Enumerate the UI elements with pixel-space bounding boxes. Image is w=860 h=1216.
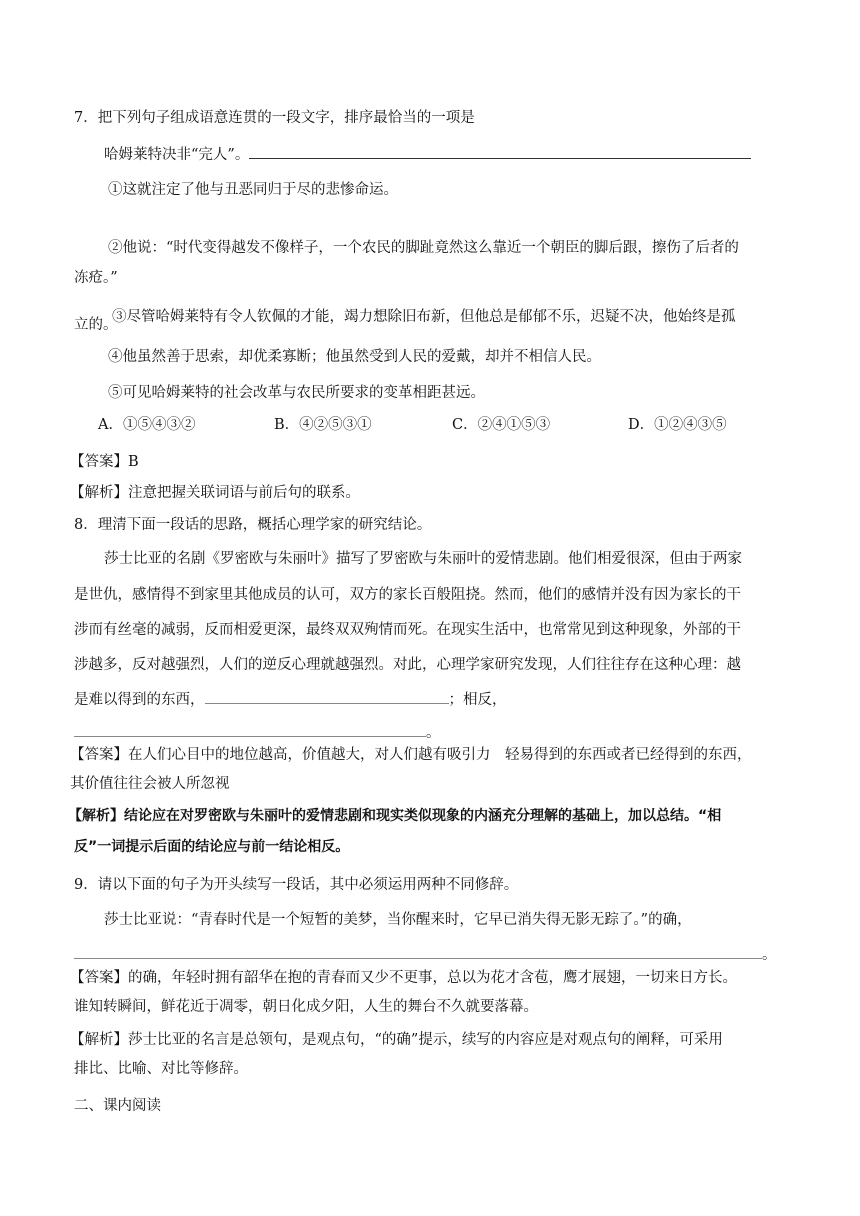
q8-stem: 8．理清下面一段话的思路，概括心理学家的研究结论。 xyxy=(74,517,432,533)
q7-stem: 7．把下列句子组成语意连贯的一段文字，排序最恰当的一项是 xyxy=(74,110,475,126)
q8-answer-a: 【答案】在人们心目中的地位越高，价值越大，对人们越有吸引力 轻易得到的东西或者已经得到的东西， xyxy=(70,747,752,763)
q7-analysis: 【解析】注意把握关联词语与前后句的联系。 xyxy=(70,485,360,501)
q7-sentence-1: ①这就注定了他与丑恶同归于尽的悲惨命运。 xyxy=(108,182,398,198)
q8-analysis-a: 【解析】结论应在对罗密欧与朱丽叶的爱情悲剧和现实类似现象的内涵充分理解的基础上，加以总结。“相 xyxy=(68,808,722,824)
q7-sentence-5: ⑤可见哈姆莱特的社会改革与农民所要求的变革相距甚远。 xyxy=(108,385,485,401)
q7-sentence-2a: ②他说：“时代变得越发不像样子，一个农民的脚趾竟然这么靠近一个朝臣的脚后跟，擦伤了后者的 xyxy=(108,240,739,256)
q8-para-line-6 xyxy=(74,722,441,743)
q8-para-line-3: 涉而有丝毫的减弱，反而相爱更深，最终双双殉情而死。在现实生活中，也常常见到这种现象，外部的干 xyxy=(74,622,741,638)
q9-analysis-b: 排比、比喻、对比等修辞。 xyxy=(74,1061,248,1077)
q8-para-line-1: 莎士比亚的名剧《罗密欧与朱丽叶》描写了罗密欧与朱丽叶的爱情悲剧。他们相爱很深，但由于两家 xyxy=(104,551,742,567)
q9-para-line-2 xyxy=(74,944,777,965)
q9-para-line-2-end: 。 xyxy=(762,947,777,963)
q7-option-a: A．①⑤④③② xyxy=(98,417,196,433)
q7-blank xyxy=(249,144,751,159)
q7-option-b: B．④②⑤③① xyxy=(274,417,372,433)
section-heading: 二、课内阅读 xyxy=(74,1098,161,1114)
q8-para-line-5-start: 是难以得到的东西， xyxy=(74,692,205,708)
q9-para-line-1: 莎士比亚说：“青春时代是一个短暂的美梦，当你醒来时，它早已消失得无影无踪了。”的确， xyxy=(104,912,692,928)
q9-answer-a: 【答案】的确，年轻时拥有韶华在抱的青春而又少不更事，总以为花才含苞，鹰才展翅，一切来日方长。 xyxy=(70,970,737,986)
q9-answer-b: 谁知转瞬间，鲜花近于凋零，朝日化成夕阳，人生的舞台不久就要落幕。 xyxy=(74,999,538,1015)
q7-option-c: C．②④①⑤③ xyxy=(452,417,551,433)
q7-answer: 【答案】B xyxy=(70,454,139,470)
q8-blank-2 xyxy=(74,722,426,737)
q7-sentence-3a: ③尽管哈姆莱特有令人钦佩的才能，竭力想除旧布新，但他总是郁郁不乐，迟疑不决，他始终是孤 xyxy=(112,309,736,325)
q8-blank-1 xyxy=(205,689,449,704)
q7-sentence-3b: 立的。 xyxy=(74,317,118,333)
q7-sentence-4: ④他虽然善于思索，却优柔寡断；他虽然受到人民的爱戴，却并不相信人民。 xyxy=(108,349,601,365)
q7-lead: 哈姆莱特决非“完人”。 xyxy=(104,147,250,163)
q9-analysis-a: 【解析】莎士比亚的名言是总领句，是观点句，“的确”提示，续写的内容应是对观点句的阐释，可采用 xyxy=(70,1032,723,1048)
q7-sentence-2b: 冻疮。” xyxy=(74,270,118,286)
q9-blank xyxy=(74,944,762,959)
q8-analysis-b: 反”一词提示后面的结论应与前一结论相反。 xyxy=(74,839,350,855)
q7-lead-line xyxy=(104,144,751,165)
q8-answer-b: 其价值往往会被人所忽视 xyxy=(70,776,230,792)
q8-para-line-2: 是世仇，感情得不到家里其他成员的认可，双方的家长百般阻挠。然而，他们的感情并没有因为家长的干 xyxy=(74,587,741,603)
q8-para-line-6-end: 。 xyxy=(426,725,441,741)
q7-option-d: D．①②④③⑤ xyxy=(628,417,727,433)
q8-para-line-5 xyxy=(74,689,507,710)
q9-stem: 9．请以下面的句子为开头续写一段话，其中必须运用两种不同修辞。 xyxy=(74,877,519,893)
q8-para-line-5-end: ；相反， xyxy=(448,692,507,708)
q8-para-line-4: 涉越多，反对越强烈，人们的逆反心理就越强烈。对此，心理学家研究发现，人们往往存在这种心理：越 xyxy=(74,657,741,673)
